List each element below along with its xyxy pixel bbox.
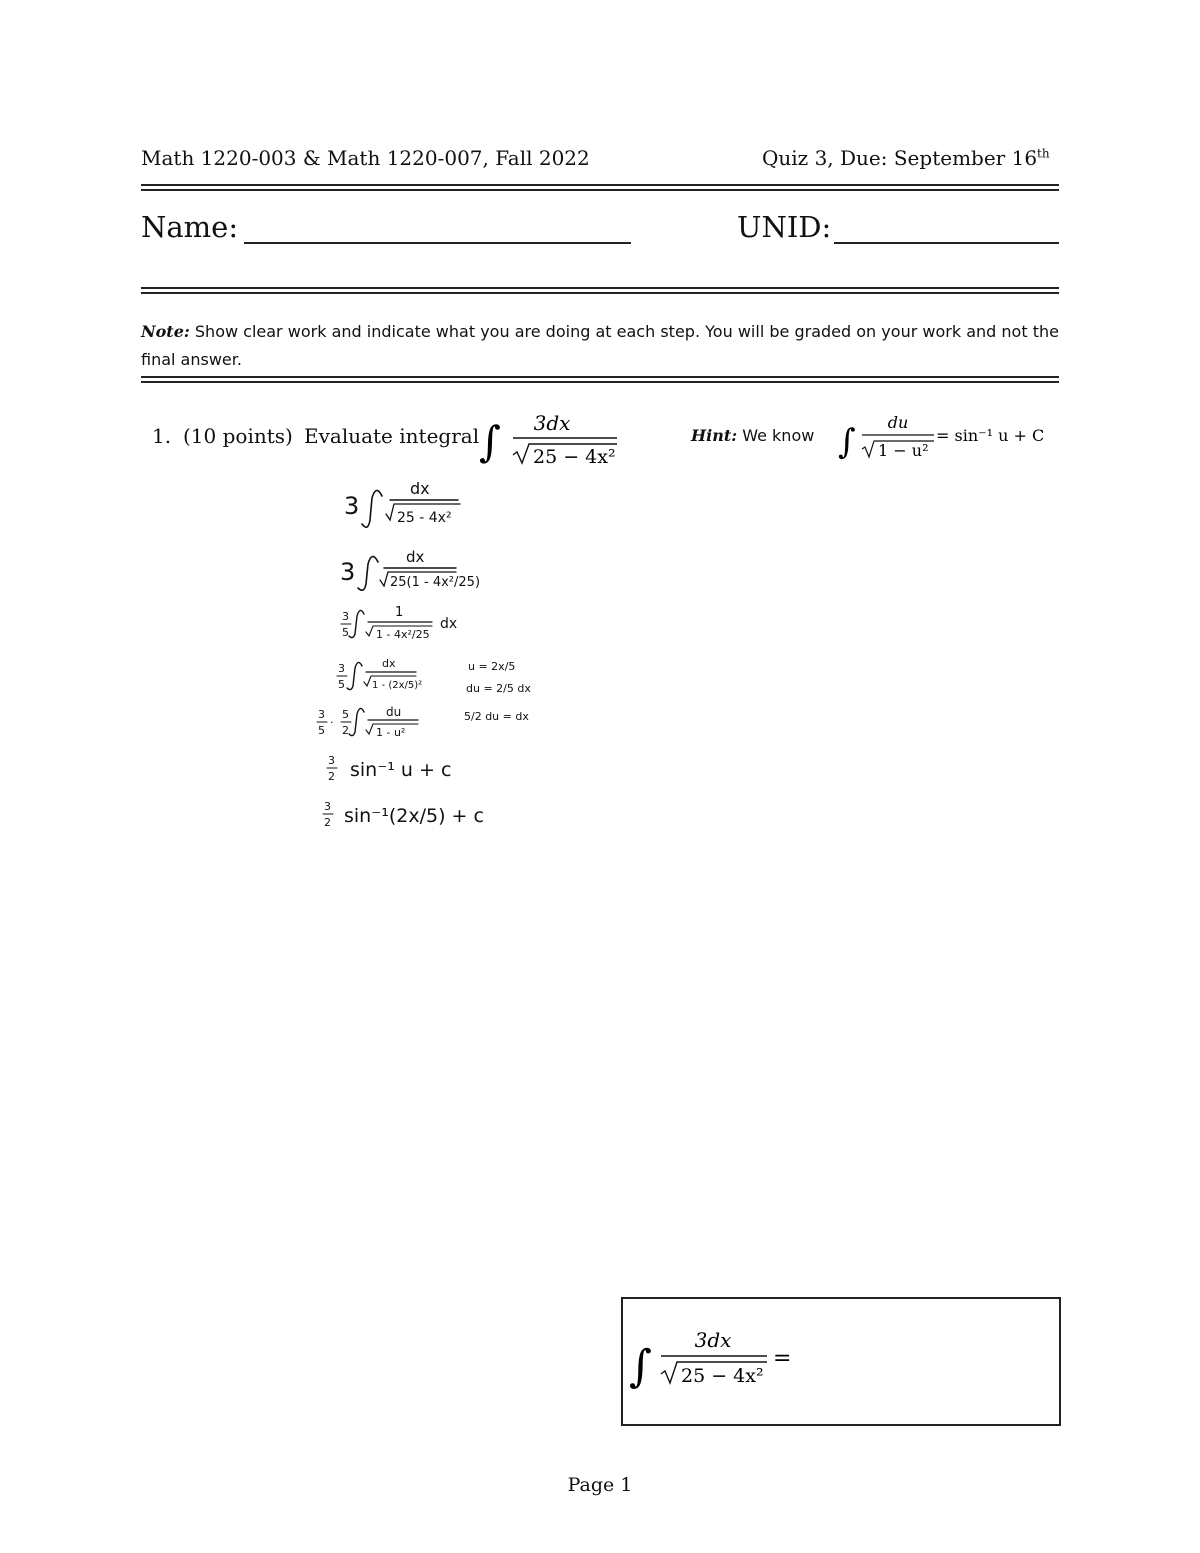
svg-text:3: 3 — [340, 558, 356, 586]
svg-text:5: 5 — [318, 724, 325, 737]
work-line-3 — [341, 605, 457, 641]
handwritten-work — [300, 470, 560, 840]
answer-denominator: 25 − 4x² — [681, 1365, 764, 1387]
svg-text:5: 5 — [338, 678, 345, 691]
svg-text:1 - u²: 1 - u² — [376, 726, 406, 739]
header-rule-1 — [141, 184, 1059, 186]
svg-text:sin⁻¹ u + c: sin⁻¹ u + c — [350, 759, 452, 781]
svg-text:dx: dx — [440, 616, 458, 632]
quiz-due — [762, 146, 1050, 170]
fields-rule-2 — [141, 292, 1059, 294]
course-title: Math 1220-003 & Math 1220-007, Fall 2022 — [141, 146, 590, 170]
hint-integral-sign: ∫ — [838, 422, 856, 462]
unid-label: UNID: — [737, 210, 832, 244]
problem-number: 1. — [152, 424, 172, 448]
work-line-7 — [323, 800, 484, 829]
svg-text:·: · — [330, 716, 334, 729]
svg-text:2: 2 — [324, 816, 331, 829]
svg-text:du: du — [386, 705, 402, 719]
svg-text:25(1 - 4x²/25): 25(1 - 4x²/25) — [390, 575, 481, 590]
svg-text:3: 3 — [338, 662, 345, 675]
hint-numerator: du — [887, 413, 909, 432]
svg-text:u = 2x/5: u = 2x/5 — [468, 660, 516, 673]
svg-text:3: 3 — [344, 492, 360, 520]
note-text: Show clear work and indicate what you are doing at each step. You will be graded on your work and not the final answer. — [141, 322, 1059, 369]
name-label: Name: — [141, 210, 239, 244]
svg-text:3: 3 — [324, 800, 331, 813]
svg-text:3: 3 — [328, 754, 335, 767]
svg-text:dx: dx — [382, 657, 396, 670]
quiz-due-text: Quiz 3, Due: September 16 — [762, 146, 1038, 170]
hint-formula — [836, 408, 1061, 468]
answer-integral-sign: ∫ — [629, 1341, 652, 1392]
svg-text:2: 2 — [328, 770, 335, 783]
unid-field[interactable] — [834, 242, 1059, 244]
svg-text:1 - 4x²/25: 1 - 4x²/25 — [376, 628, 430, 641]
answer-equals: = — [773, 1346, 792, 1371]
header-rule-2 — [141, 189, 1059, 191]
quiz-due-sup: th — [1037, 146, 1050, 161]
work-line-2 — [340, 548, 480, 590]
problem-prompt: Evaluate integral — [304, 424, 480, 448]
svg-text:3: 3 — [342, 610, 349, 623]
work-line-1 — [344, 479, 460, 527]
note — [141, 318, 1059, 374]
work-line-4 — [337, 657, 531, 695]
svg-text:1 - (2x/5)²: 1 - (2x/5)² — [372, 680, 423, 691]
svg-text:3: 3 — [318, 708, 325, 721]
svg-text:5/2 du = dx: 5/2 du = dx — [464, 710, 529, 723]
answer-box[interactable] — [621, 1297, 1061, 1426]
svg-text:du = 2/5 dx: du = 2/5 dx — [466, 682, 531, 695]
note-label: Note: — [141, 322, 190, 341]
svg-text:2: 2 — [342, 724, 349, 737]
hint-text: We know — [742, 426, 815, 445]
work-line-5 — [317, 705, 529, 739]
integral-numerator: 3dx — [533, 411, 571, 435]
answer-numerator: 3dx — [694, 1328, 732, 1352]
svg-text:dx: dx — [410, 479, 430, 498]
svg-text:5: 5 — [342, 626, 349, 639]
page-number: Page 1 — [567, 1474, 633, 1496]
fields-rule-1 — [141, 287, 1059, 289]
hint-denominator: 1 − u² — [878, 441, 929, 460]
svg-text:25 - 4x²: 25 - 4x² — [397, 510, 452, 526]
name-field[interactable] — [244, 242, 631, 244]
problem-integral — [475, 400, 625, 475]
integral-denominator: 25 − 4x² — [533, 446, 616, 468]
note-rule-1 — [141, 376, 1059, 378]
work-line-6 — [327, 754, 451, 783]
svg-text:dx: dx — [406, 548, 425, 566]
integral-sign: ∫ — [479, 417, 501, 466]
hint — [691, 426, 814, 445]
note-rule-2 — [141, 381, 1059, 383]
svg-text:sin⁻¹(2x/5) + c: sin⁻¹(2x/5) + c — [344, 805, 484, 827]
svg-text:1: 1 — [395, 605, 404, 620]
answer-integral — [627, 1311, 827, 1431]
hint-rhs: = sin⁻¹ u + C — [936, 426, 1045, 445]
problem-points: (10 points) — [183, 424, 293, 448]
svg-text:5: 5 — [342, 708, 349, 721]
hint-label: Hint: — [691, 426, 738, 445]
